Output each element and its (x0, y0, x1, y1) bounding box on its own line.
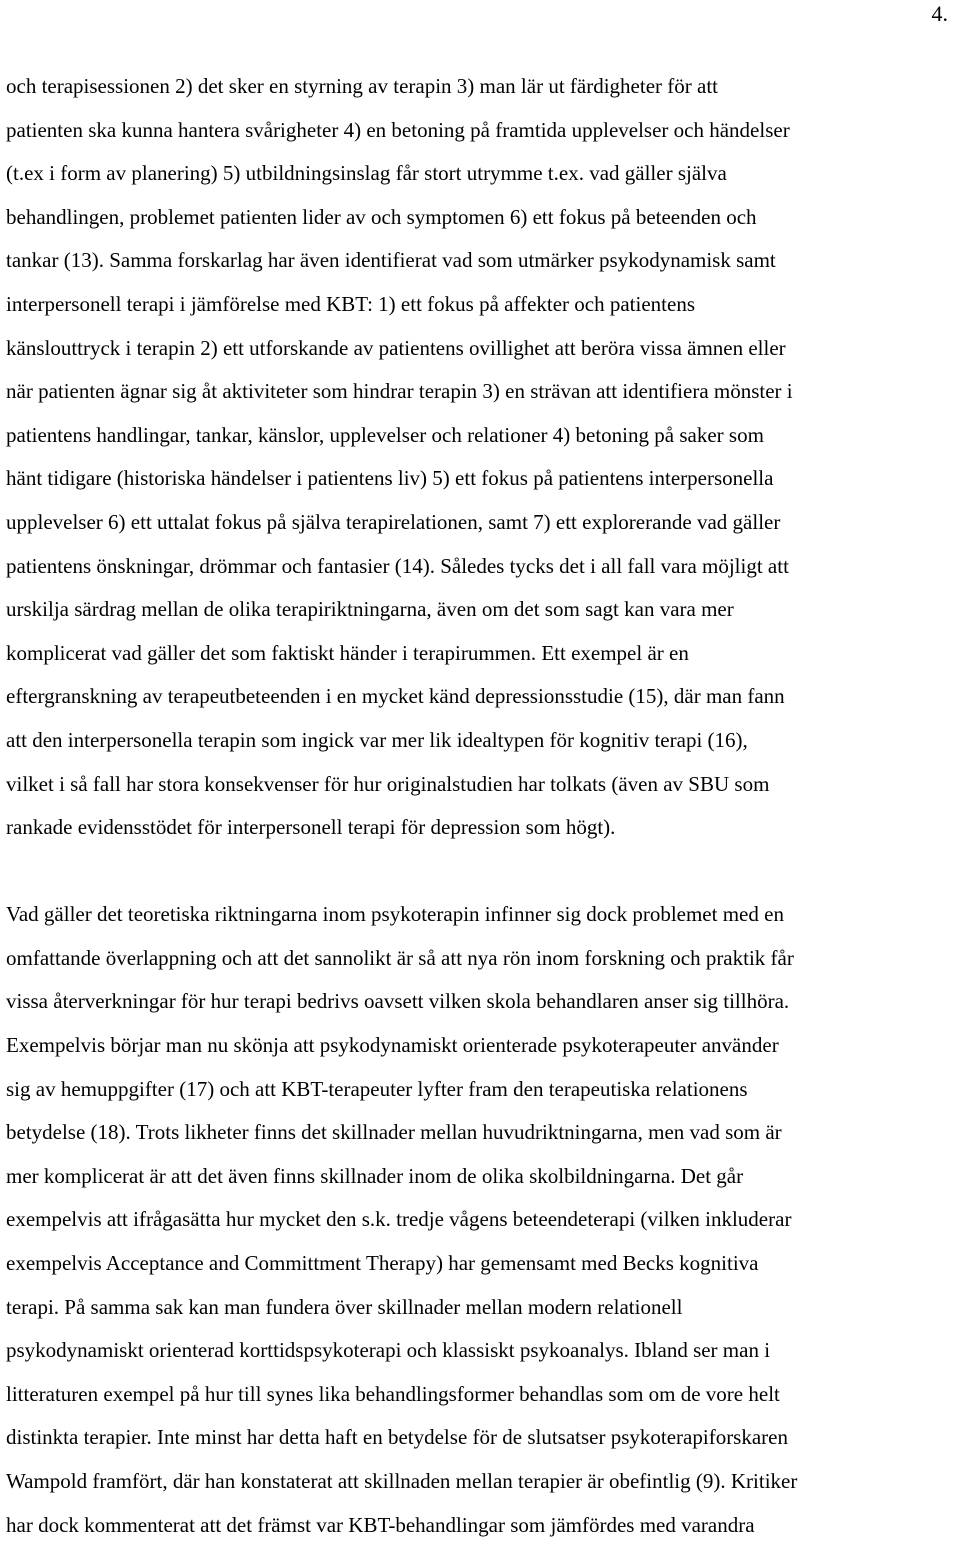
document-body (6, 65, 960, 1547)
text-line: terapi. På samma sak kan man fundera över skillnader mellan modern relationell (6, 1294, 683, 1319)
text-line: och terapisessionen 2) det sker en styrning av terapin 3) man lär ut färdigheter för att (6, 74, 719, 98)
text-line: tankar (13). Samma forskarlag har även identifierat vad som utmärker psykodynamisk samt (6, 248, 776, 273)
text-line: upplevelser 6) ett uttalat fokus på själva terapirelationen, samt 7) ett explorerande vad gäller (6, 509, 781, 534)
text-line: när patienten ägnar sig åt aktiviteter som hindrar terapin 3) en strävan att identifiera mönster i (6, 379, 793, 404)
text-line: vilket i så fall har stora konsekvenser för hur originalstudien har tolkats (även av SBU som (6, 771, 770, 796)
text-line: patientens handlingar, tankar, känslor, upplevelser och relationer 4) betoning på saker som (6, 422, 764, 447)
text-line: psykodynamiskt orienterad korttidspsykoterapi och klassiskt psykoanalys. Ibland ser man i (6, 1338, 771, 1363)
text-line: omfattande överlappning och att det sannolikt är så att nya rön inom forskning och praktik får (6, 945, 794, 970)
text-line: sig av hemuppgifter (17) och att KBT-terapeuter lyfter fram den terapeutiska relationens (6, 1076, 748, 1101)
text-line: känslouttryck i terapin 2) ett utforskande av patientens ovillighet att beröra vissa ämnen eller (6, 335, 786, 360)
text-line: (t.ex i form av planering) 5) utbildningsinslag får stort utrymme t.ex. vad gäller själva (6, 161, 727, 186)
text-line: komplicerat vad gäller det som faktiskt händer i terapirummen. Ett exempel är en (6, 640, 689, 665)
text-line: urskilja särdrag mellan de olika terapiriktningarna, även om det som sagt kan vara mer (6, 597, 734, 622)
text-line: patientens önskningar, drömmar och fantasier (14). Således tycks det i all fall vara möjligt att (6, 553, 789, 578)
text-line: exempelvis Acceptance and Committment Therapy) har gemensamt med Becks kognitiva (6, 1251, 759, 1276)
text-line: vissa återverkningar för hur terapi bedrivs oavsett vilken skola behandlaren anser sig tillhöra. (6, 989, 790, 1014)
text-line: eftergranskning av terapeutbeteenden i en mycket känd depressionsstudie (15), där man fann (6, 684, 785, 709)
text-line: behandlingen, problemet patienten lider av och symptomen 6) ett fokus på beteenden och (6, 204, 757, 229)
text-line: litteraturen exempel på hur till synes lika behandlingsformer behandlas som om de vore helt (6, 1381, 780, 1406)
text-line: Wampold framfört, där han konstaterat att skillnaden mellan terapier är obefintlig (9). Kritiker (6, 1469, 798, 1493)
paragraph-gap (6, 850, 960, 894)
text-line: rankade evidensstödet för interpersonell terapi för depression som högt). (6, 815, 616, 840)
text-line: Exempelvis börjar man nu skönja att psykodynamiskt orienterade psykoterapeuter använder (6, 1033, 779, 1058)
text-line: exempelvis att ifrågasätta hur mycket den s.k. tredje vågens beteendeterapi (vilken inkluderar (6, 1207, 792, 1232)
paragraph-1 (6, 65, 960, 850)
text-line: patienten ska kunna hantera svårigheter 4) en betoning på framtida upplevelser och händelser (6, 117, 790, 142)
paragraph-2 (6, 893, 960, 1547)
text-line: mer komplicerat är att det även finns skillnader inom de olika skolbildningarna. Det går (6, 1163, 744, 1188)
text-line: betydelse (18). Trots likheter finns det skillnader mellan huvudriktningarna, men vad som är (6, 1120, 782, 1145)
text-line: distinkta terapier. Inte minst har detta haft en betydelse för de slutsatser psykoterapiforskaren (6, 1425, 788, 1450)
text-line: att den interpersonella terapin som ingick var mer lik idealtypen för kognitiv terapi (16), (6, 727, 748, 752)
text-line: har dock kommenterat att det främst var KBT-behandlingar som jämfördes med varandra (6, 1512, 755, 1537)
text-line: Vad gäller det teoretiska riktningarna inom psykoterapin infinner sig dock problemet med en (6, 902, 784, 927)
text-line: interpersonell terapi i jämförelse med KBT: 1) ett fokus på affekter och patientens (6, 291, 695, 316)
text-line: hänt tidigare (historiska händelser i patientens liv) 5) ett fokus på patientens interpersonella (6, 466, 774, 491)
page-number: 4. (931, 1, 948, 26)
